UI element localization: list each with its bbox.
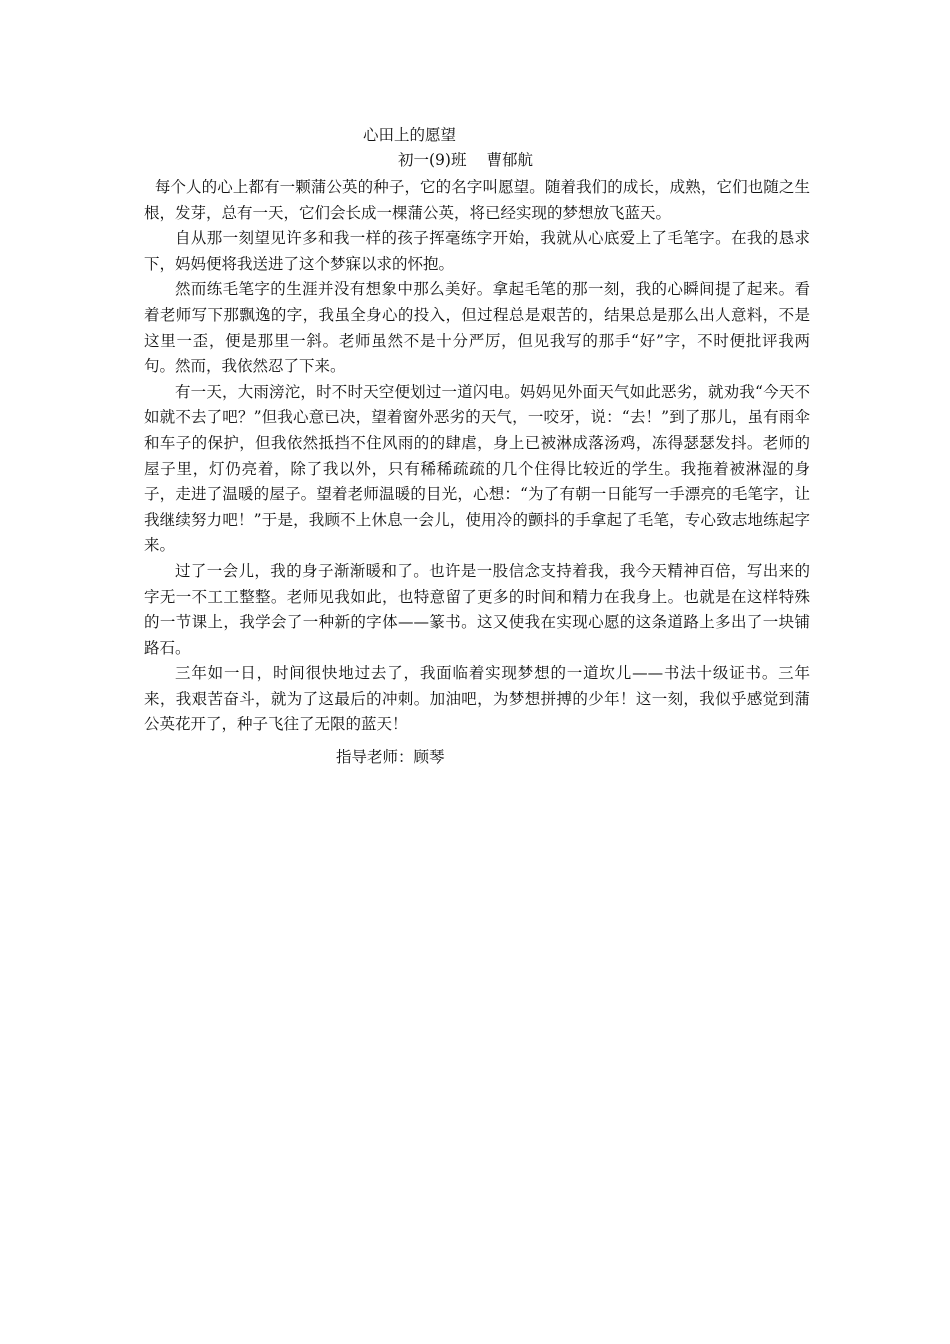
paragraph-2: 自从那一刻望见许多和我一样的孩子挥毫练字开始，我就从心底爱上了毛笔字。在我的恳求下，妈妈便将我送进了这个梦寐以求的怀抱。 [144, 229, 810, 273]
paragraph-3: 然而练毛笔字的生涯并没有想象中那么美好。拿起毛笔的那一刻，我的心瞬间提了起来。看着老师写下那飘逸的字，我虽全身心的投入，但过程总是艰苦的，结果总是那么出人意料，不是这里一歪，便是那里一斜。老师虽然不是十分严厉，但见我写的那手“好”字，不时便批评我两句。然而，我依然忍了下来。 [144, 280, 810, 376]
teacher-line: 指导老师：顾琴 [336, 748, 445, 766]
class-name: 初一(9)班 [398, 151, 467, 169]
author-name: 曹郁航 [486, 151, 533, 169]
byline [398, 149, 533, 171]
essay-body [144, 175, 810, 738]
paragraph-1: 每个人的心上都有一颗蒲公英的种子，它的名字叫愿望。随着我们的成长，成熟，它们也随之生根，发芽，总有一天，它们会长成一棵蒲公英，将已经实现的梦想放飞蓝天。 [144, 178, 810, 222]
paragraph-6: 三年如一日，时间很快地过去了，我面临着实现梦想的一道坎儿——书法十级证书。三年来，我艰苦奋斗，就为了这最后的冲刺。加油吧，为梦想拼搏的少年！这一刻，我似乎感觉到蒲公英花开了，种子飞往了无限的蓝天！ [144, 664, 810, 734]
paragraph-4: 有一天，大雨滂沱，时不时天空便划过一道闪电。妈妈见外面天气如此恶劣，就劝我“今天不如就不去了吧？”但我心意已决，望着窗外恶劣的天气，一咬牙，说：“去！”到了那儿，虽有雨伞和车子的保护，但我依然抵挡不住风雨的的肆虐，身上已被淋成落汤鸡，冻得瑟瑟发抖。老师的屋子里，灯仍亮着，除了我以外，只有稀稀疏疏的几个住得比较近的学生。我拖着被淋湿的身子，走进了温暖的屋子。望着老师温暖的目光，心想：“为了有朝一日能写一手漂亮的毛笔字，让我继续努力吧！”于是，我顾不上休息一会儿，使用冷的颤抖的手拿起了毛笔，专心致志地练起字来。 [144, 382, 810, 555]
paragraph-5: 过了一会儿，我的身子渐渐暖和了。也许是一股信念支持着我，我今天精神百倍，写出来的字无一不工工整整。老师见我如此，也特意留了更多的时间和精力在我身上。也就是在这样特殊的一节课上，我学会了一种新的字体——篆书。这又使我在实现心愿的这条道路上多出了一块铺路石。 [144, 561, 810, 657]
essay-title: 心田上的愿望 [363, 126, 457, 144]
